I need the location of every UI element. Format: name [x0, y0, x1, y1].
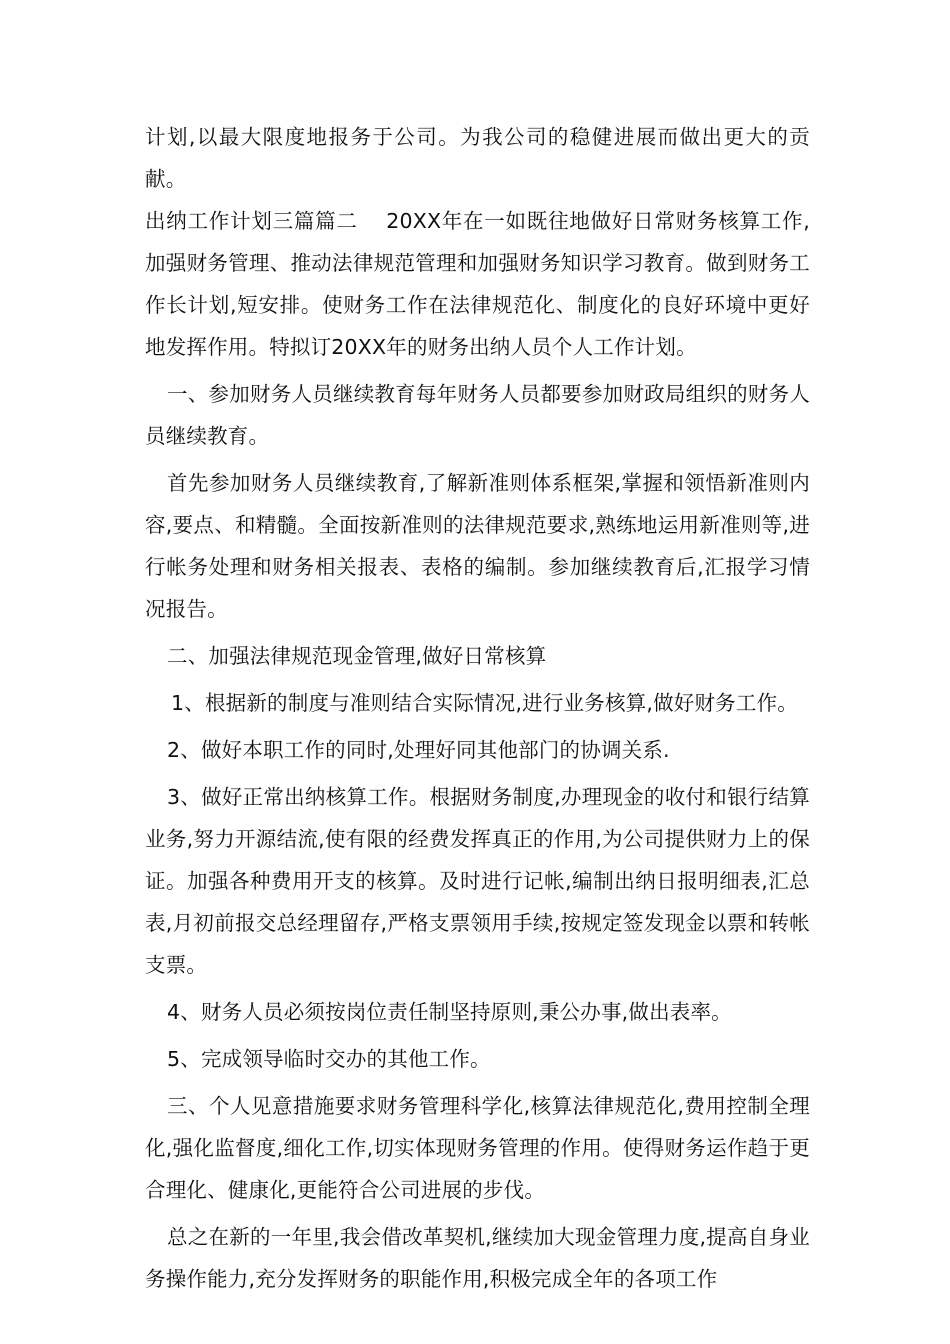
document-body [145, 116, 810, 1300]
paragraph-intro: 出纳工作计划三篇篇二 20XX年在一如既往地做好日常财务核算工作,加强财务管理、推动法律规范管理和加强财务知识学习教育。做到财务工作长计划,短安排。使财务工作在法律规范化、制度化的良好环境中更好地发挥作用。特拟订20XX年的财务出纳人员个人工作计划。 [145, 209, 810, 359]
paragraph-section-three: 三、个人见意措施要求财务管理科学化,核算法律规范化,费用控制全理化,强化监督度,细化工作,切实体现财务管理的作用。使得财务运作趋于更合理化、健康化,更能符合公司进展的步伐。 [145, 1094, 810, 1202]
paragraph-section-one-detail: 首先参加财务人员继续教育,了解新准则体系框架,掌握和领悟新准则内容,要点、和精髓。全面按新准则的法律规范要求,熟练地运用新准则等,进行帐务处理和财务相关报表、表格的编制。参加继续教育后,汇报学习情况报告。 [145, 471, 810, 621]
paragraph-section-two: 二、加强法律规范现金管理,做好日常核算 [167, 644, 547, 668]
paragraph-continuation: 计划,以最大限度地报务于公司。为我公司的稳健进展而做出更大的贡献。 [145, 125, 810, 191]
paragraph-item-2: 2、做好本职工作的同时,处理好同其他部门的协调关系. [167, 738, 670, 762]
paragraph-item-4: 4、财务人员必须按岗位责任制坚持原则,秉公办事,做出表率。 [167, 1000, 732, 1024]
paragraph-item-1: 1、根据新的制度与准则结合实际情况,进行业务核算,做好财务工作。 [171, 691, 798, 715]
paragraph-item-5: 5、完成领导临时交办的其他工作。 [167, 1047, 491, 1071]
paragraph-item-3: 3、做好正常出纳核算工作。根据财务制度,办理现金的收付和银行结算业务,努力开源结流,使有限的经费发挥真正的作用,为公司提供财力上的保证。加强各种费用开支的核算。及时进行记帐,编制出纳日报明细表,汇总表,月初前报交总经理留存,严格支票领用手续,按规定签发现金以票和转帐支票。 [145, 785, 810, 977]
paragraph-section-one: 一、参加财务人员继续教育每年财务人员都要参加财政局组织的财务人员继续教育。 [145, 382, 810, 448]
paragraph-conclusion: 总之在新的一年里,我会借改革契机,继续加大现金管理力度,提高自身业务操作能力,充分发挥财务的职能作用,积极完成全年的各项工作 [145, 1225, 810, 1291]
